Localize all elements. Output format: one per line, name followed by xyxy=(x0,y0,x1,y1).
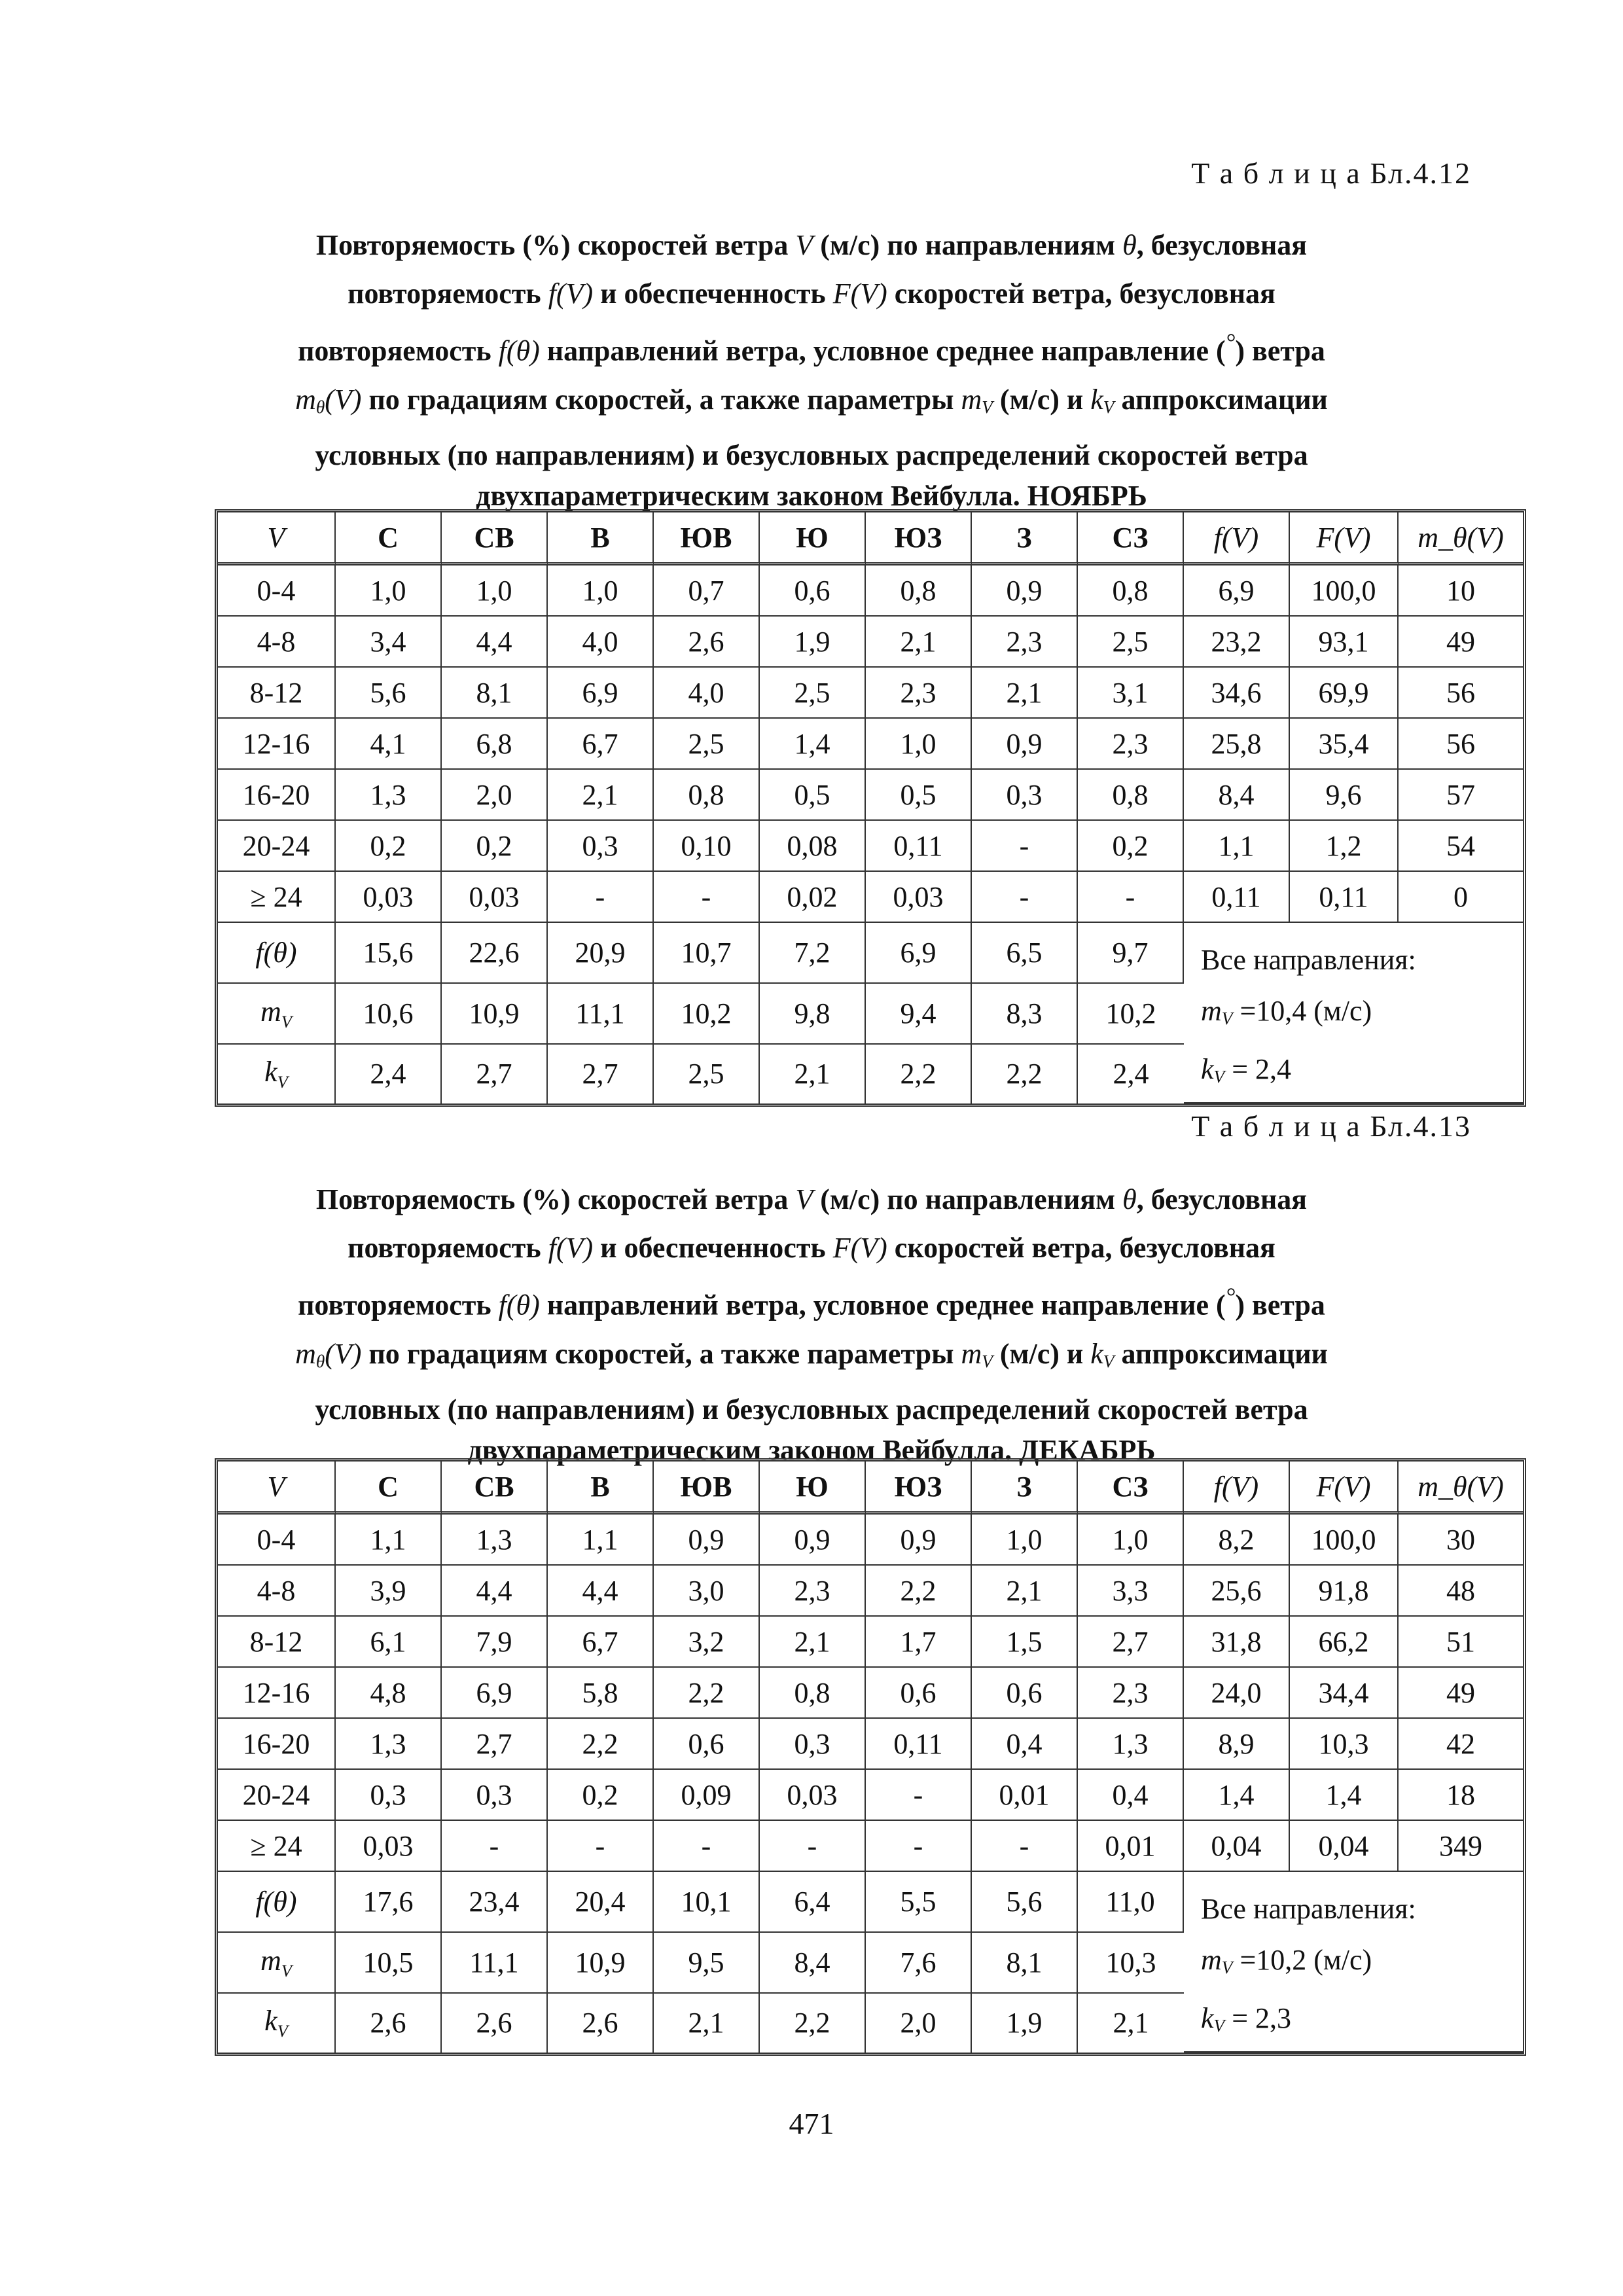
table-cell: 0-4 xyxy=(218,1515,336,1566)
table-cell: 0,2 xyxy=(336,821,442,872)
table-cell: 7,9 xyxy=(442,1617,548,1668)
table-cell: 0,09 xyxy=(654,1770,760,1821)
table-cell: 4-8 xyxy=(218,617,336,668)
table-cell: 0,8 xyxy=(866,565,972,617)
table-cell: 2,7 xyxy=(1078,1617,1184,1668)
table-cell: 2,1 xyxy=(972,1566,1078,1617)
table-cell: 7,6 xyxy=(866,1933,972,1994)
table-cell: - xyxy=(866,1770,972,1821)
row-header-f-theta: f(θ) xyxy=(218,923,336,984)
table-cell: 0,5 xyxy=(866,770,972,821)
table-cell: 4,4 xyxy=(442,617,548,668)
table-cell: 6,9 xyxy=(1184,565,1290,617)
column-header: V xyxy=(218,512,336,565)
table-cell: 1,4 xyxy=(1184,1770,1290,1821)
table-cell: 7,2 xyxy=(760,923,866,984)
table-cell: 6,1 xyxy=(336,1617,442,1668)
page-number: 471 xyxy=(789,2107,834,2140)
table-cell: 56 xyxy=(1399,668,1523,719)
summary-mv-value: 10,4 xyxy=(1256,995,1307,1027)
table-cell: 0,4 xyxy=(972,1719,1078,1770)
table-cell: 1,9 xyxy=(972,1994,1078,2053)
column-header: З xyxy=(972,1462,1078,1515)
table-cell: 8,9 xyxy=(1184,1719,1290,1770)
table-cell: 1,0 xyxy=(866,719,972,770)
summary-title: Все направления: xyxy=(1201,944,1416,976)
column-header: V xyxy=(218,1462,336,1515)
table-cell: 0,03 xyxy=(442,872,548,923)
table-cell: 0,11 xyxy=(866,821,972,872)
table-cell: 10,9 xyxy=(548,1933,654,1994)
table-cell: 23,2 xyxy=(1184,617,1290,668)
table-cell: 2,5 xyxy=(654,1045,760,1103)
table-cell: 48 xyxy=(1399,1566,1523,1617)
table-cell: 5,8 xyxy=(548,1668,654,1719)
table-cell: 8,2 xyxy=(1184,1515,1290,1566)
table-cell: 1,9 xyxy=(760,617,866,668)
table-cell: 0,5 xyxy=(760,770,866,821)
all-directions-summary: Все направления: $m_V =10,2$ (м/с) $k_V = 2,3$ xyxy=(1184,1872,1523,2053)
table-cell: 0,04 xyxy=(1184,1821,1290,1872)
table-cell: 6,9 xyxy=(548,668,654,719)
table-cell: 10,2 xyxy=(1078,984,1184,1045)
table-cell: 2,2 xyxy=(654,1668,760,1719)
table-cell: 1,1 xyxy=(336,1515,442,1566)
column-header: СВ xyxy=(442,512,548,565)
table-cell: 2,1 xyxy=(1113,2007,1149,2039)
table-cell: 0,11 xyxy=(1184,872,1290,923)
table-cell: 0,8 xyxy=(1078,565,1184,617)
table-cell: 2,1 xyxy=(760,1617,866,1668)
table-cell: 1,1 xyxy=(548,1515,654,1566)
table-cell: 4-8 xyxy=(218,1566,336,1617)
table-cell: - xyxy=(760,1821,866,1872)
table-cell: 2,6 xyxy=(442,1994,548,2053)
table-cell: 8,4 xyxy=(1184,770,1290,821)
table-cell: - xyxy=(972,821,1078,872)
table-cell: 34,4 xyxy=(1290,1668,1399,1719)
table-cell: 4,8 xyxy=(336,1668,442,1719)
table-cell: 0,9 xyxy=(654,1515,760,1566)
table-cell: - xyxy=(1078,872,1184,923)
table-cell: - xyxy=(972,872,1078,923)
table-cell: 11,1 xyxy=(442,1933,548,1994)
table-cell: 0,3 xyxy=(442,1770,548,1821)
table-cell: - xyxy=(972,1821,1078,1872)
table-cell: 100,0 xyxy=(1290,1515,1399,1566)
table-row xyxy=(218,617,1523,668)
table-cell: 10,7 xyxy=(654,923,760,984)
table-cell: 0,6 xyxy=(972,1668,1078,1719)
table-cell: - xyxy=(442,1821,548,1872)
table-cell: ≥ 24 xyxy=(218,1821,336,1872)
table-heading: Повторяемость (%) скоростей ветра V (м/с) по направлениям θ, безусловная повторяемость f(V) и обеспеченность F(V) скоростей ветра, безусловная повторяемость f(θ) направлений ветра, условное среднее направление (°) ветра $m_\theta(V)$ по градациям скоростей, а также параметры $m_V$ (м/с) и $k_V$ аппроксимации условных (по направлениям) и безусловных распределений скоростей ветра двухпараметрическим законом Вейбулла. ДЕКАБРЬ xyxy=(295,1183,1328,1466)
table-cell: 1,3 xyxy=(1078,1719,1184,1770)
table-cell: 2,1 xyxy=(654,1994,760,2053)
table-cell: ≥ 24 xyxy=(218,872,336,923)
table-cell: 8,1 xyxy=(972,1933,1078,1994)
table-cell: 0,03 xyxy=(866,872,972,923)
table-cell: 349 xyxy=(1399,1821,1523,1872)
table-heading: Повторяемость (%) скоростей ветра V (м/с) по направлениям θ, безусловная повторяемость f(V) и обеспеченность F(V) скоростей ветра, безусловная повторяемость f(θ) направлений ветра, условное среднее направление (°) ветра $m_\theta(V)$ по градациям скоростей, а также параметры $m_V$ (м/с) и $k_V$ аппроксимации условных (по направлениям) и безусловных распределений скоростей ветра двухпараметрическим законом Вейбулла. НОЯБРЬ xyxy=(295,229,1328,512)
table-cell: 11,0 xyxy=(1078,1872,1184,1933)
table-cell: 12-16 xyxy=(218,1668,336,1719)
table-row xyxy=(218,770,1523,821)
table-cell: - xyxy=(548,872,654,923)
table-cell: 0,3 xyxy=(336,1770,442,1821)
table-cell: 10,5 xyxy=(336,1933,442,1994)
column-header: ЮЗ xyxy=(866,1462,972,1515)
table-cell: 3,4 xyxy=(336,617,442,668)
table-cell: 4,1 xyxy=(336,719,442,770)
table-cell: 0,9 xyxy=(866,1515,972,1566)
table-cell: 9,5 xyxy=(654,1933,760,1994)
table-cell: 0,03 xyxy=(760,1770,866,1821)
row-header-f-theta: f(θ) xyxy=(218,1872,336,1933)
table-cell: 49 xyxy=(1399,617,1523,668)
row-header-k-v: $k_V$ xyxy=(218,1045,336,1103)
table-cell: 0,01 xyxy=(1078,1821,1184,1872)
table-cell: 10,9 xyxy=(442,984,548,1045)
column-header: СЗ xyxy=(1078,1462,1184,1515)
table-cell: 3,9 xyxy=(336,1566,442,1617)
table-cell: 4,0 xyxy=(654,668,760,719)
column-header: Ю xyxy=(760,512,866,565)
table-cell: 11,1 xyxy=(548,984,654,1045)
table-cell: 17,6 xyxy=(336,1872,442,1933)
table-cell: 0,9 xyxy=(972,565,1078,617)
table-cell: 54 xyxy=(1399,821,1523,872)
table-cell: 69,9 xyxy=(1290,668,1399,719)
table-cell: 0,6 xyxy=(760,565,866,617)
table-cell: 9,4 xyxy=(866,984,972,1045)
table-cell: 0,6 xyxy=(866,1668,972,1719)
table-cell: 2,6 xyxy=(654,617,760,668)
table-row xyxy=(218,565,1523,617)
table-cell: 9,6 xyxy=(1290,770,1399,821)
table-cell: 6,7 xyxy=(548,719,654,770)
table-cell: 2,2 xyxy=(866,1566,972,1617)
table-cell: 2,2 xyxy=(972,1045,1078,1103)
table-cell: 4,4 xyxy=(548,1566,654,1617)
table-cell: 30 xyxy=(1399,1515,1523,1566)
table-cell: 2,3 xyxy=(972,617,1078,668)
table-cell: 0,02 xyxy=(760,872,866,923)
table-row xyxy=(218,668,1523,719)
table-row xyxy=(218,1770,1523,1821)
table-cell: 23,4 xyxy=(442,1872,548,1933)
table-cell: 2,0 xyxy=(866,1994,972,2053)
table-cell: 0,8 xyxy=(760,1668,866,1719)
column-header: ЮВ xyxy=(654,512,760,565)
table-cell: - xyxy=(654,1821,760,1872)
column-header: СЗ xyxy=(1078,512,1184,565)
table-cell: 0 xyxy=(1399,872,1523,923)
table-cell: 31,8 xyxy=(1184,1617,1290,1668)
table-cell: 6,9 xyxy=(442,1668,548,1719)
table-cell: 1,3 xyxy=(336,1719,442,1770)
table-cell: 25,8 xyxy=(1184,719,1290,770)
table-cell: 66,2 xyxy=(1290,1617,1399,1668)
table-cell: 8,3 xyxy=(972,984,1078,1045)
table-cell: 2,7 xyxy=(442,1719,548,1770)
table-cell: 5,6 xyxy=(336,668,442,719)
wind-speed-table-december xyxy=(215,1458,1526,2056)
table-row xyxy=(218,1821,1523,1872)
column-header: F(V) xyxy=(1290,512,1399,565)
table-cell: 2,3 xyxy=(866,668,972,719)
table-cell: 4,0 xyxy=(548,617,654,668)
column-header: F(V) xyxy=(1290,1462,1399,1515)
table-cell: 3,3 xyxy=(1078,1566,1184,1617)
table-cell: 0,08 xyxy=(760,821,866,872)
table-cell: 0,3 xyxy=(760,1719,866,1770)
table-cell: 9,7 xyxy=(1078,923,1184,984)
table-row xyxy=(218,1515,1523,1566)
table-cell: 3,0 xyxy=(654,1566,760,1617)
table-cell: 0,11 xyxy=(1290,872,1399,923)
column-header: f(V) xyxy=(1184,1462,1290,1515)
table-cell: 2,7 xyxy=(442,1045,548,1103)
table-cell: 22,6 xyxy=(442,923,548,984)
summary-mv-value: 10,2 xyxy=(1256,1944,1307,1976)
summary-kv-value: 2,4 xyxy=(1255,1053,1292,1085)
table-cell: 0,8 xyxy=(1078,770,1184,821)
table-cell: 34,6 xyxy=(1184,668,1290,719)
table-header-row xyxy=(218,1462,1523,1515)
table-cell: 2,2 xyxy=(760,1994,866,2053)
table-cell: 10,3 xyxy=(1078,1933,1184,1994)
table-cell: 18 xyxy=(1399,1770,1523,1821)
table-cell: 2,3 xyxy=(760,1566,866,1617)
table-cell: 3,1 xyxy=(1078,668,1184,719)
table-cell: - xyxy=(654,872,760,923)
table-cell: 20-24 xyxy=(218,821,336,872)
column-header: Ю xyxy=(760,1462,866,1515)
table-cell: 24,0 xyxy=(1184,1668,1290,1719)
table-cell: 3,2 xyxy=(654,1617,760,1668)
column-header: С xyxy=(336,1462,442,1515)
table-cell: 2,6 xyxy=(336,1994,442,2053)
column-header: f(V) xyxy=(1184,512,1290,565)
table-cell: 2,0 xyxy=(442,770,548,821)
table-cell: 0,03 xyxy=(336,872,442,923)
table-cell: 1,0 xyxy=(1078,1515,1184,1566)
table-row xyxy=(218,821,1523,872)
wind-speed-table-november xyxy=(215,509,1526,1107)
table-cell: 0,9 xyxy=(760,1515,866,1566)
table-cell: 2,2 xyxy=(866,1045,972,1103)
table-cell: 15,6 xyxy=(336,923,442,984)
table-header-row xyxy=(218,512,1523,565)
table-cell: 56 xyxy=(1399,719,1523,770)
table-cell: 1,0 xyxy=(336,565,442,617)
table-cell: 2,1 xyxy=(548,770,654,821)
table-cell: 2,5 xyxy=(654,719,760,770)
column-header: m_θ(V) xyxy=(1399,1462,1523,1515)
table-cell: 1,2 xyxy=(1290,821,1399,872)
table-cell: 6,8 xyxy=(442,719,548,770)
table-cell: - xyxy=(548,1821,654,1872)
table-cell: 0,2 xyxy=(548,1770,654,1821)
table-cell: 0,2 xyxy=(442,821,548,872)
table-cell: 6,4 xyxy=(760,1872,866,1933)
summary-kv-value: 2,3 xyxy=(1255,2002,1292,2034)
table-cell: 91,8 xyxy=(1290,1566,1399,1617)
table-row xyxy=(218,1566,1523,1617)
table-cell: 42 xyxy=(1399,1719,1523,1770)
table-cell: 0,01 xyxy=(972,1770,1078,1821)
table-row xyxy=(218,1617,1523,1668)
table-cell: 5,5 xyxy=(866,1872,972,1933)
column-header: С xyxy=(336,512,442,565)
table-cell: - xyxy=(866,1821,972,1872)
table-label: Т а б л и ц а Бл.4.13 xyxy=(1191,1109,1471,1143)
column-header: m_θ(V) xyxy=(1399,512,1523,565)
table-cell: 2,2 xyxy=(548,1719,654,1770)
table-cell: 10,1 xyxy=(654,1872,760,1933)
table-cell: 8-12 xyxy=(218,668,336,719)
table-cell: 1,4 xyxy=(1290,1770,1399,1821)
table-cell: 2,3 xyxy=(1078,1668,1184,1719)
table-cell: 20,9 xyxy=(548,923,654,984)
table-cell: 1,3 xyxy=(442,1515,548,1566)
column-header: ЮВ xyxy=(654,1462,760,1515)
table-row xyxy=(218,872,1523,923)
table-cell: 2,3 xyxy=(1078,719,1184,770)
table-cell: 6,7 xyxy=(548,1617,654,1668)
table-cell: 2,4 xyxy=(1113,1058,1149,1090)
table-cell: 0,9 xyxy=(972,719,1078,770)
table-cell: 2,1 xyxy=(760,1045,866,1103)
column-header: В xyxy=(548,1462,654,1515)
table-cell: 0,11 xyxy=(866,1719,972,1770)
table-cell: 20-24 xyxy=(218,1770,336,1821)
table-cell: 8-12 xyxy=(218,1617,336,1668)
table-cell: 0,10 xyxy=(654,821,760,872)
table-cell: 1,0 xyxy=(972,1515,1078,1566)
table-cell: 0,3 xyxy=(972,770,1078,821)
table-cell: 1,1 xyxy=(1184,821,1290,872)
table-cell: 0,8 xyxy=(654,770,760,821)
table-cell: 0,3 xyxy=(548,821,654,872)
table-cell: 1,7 xyxy=(866,1617,972,1668)
table-row xyxy=(218,1668,1523,1719)
table-cell: 1,0 xyxy=(548,565,654,617)
table-cell: 0-4 xyxy=(218,565,336,617)
column-header: В xyxy=(548,512,654,565)
table-cell: 2,4 xyxy=(336,1045,442,1103)
column-header: З xyxy=(972,512,1078,565)
table-cell: 49 xyxy=(1399,1668,1523,1719)
table-row xyxy=(218,719,1523,770)
table-row-f-theta xyxy=(218,923,1523,984)
table-cell: 100,0 xyxy=(1290,565,1399,617)
table-cell: 1,4 xyxy=(760,719,866,770)
table-row xyxy=(218,1719,1523,1770)
table-cell: 4,4 xyxy=(442,1566,548,1617)
table-cell: 0,7 xyxy=(654,565,760,617)
row-header-k-v: $k_V$ xyxy=(218,1994,336,2053)
table-cell: 2,1 xyxy=(866,617,972,668)
table-cell: 0,2 xyxy=(1078,821,1184,872)
column-header: СВ xyxy=(442,1462,548,1515)
table-row-f-theta xyxy=(218,1872,1523,1933)
table-cell: 25,6 xyxy=(1184,1566,1290,1617)
summary-title: Все направления: xyxy=(1201,1893,1416,1925)
table-cell: 20,4 xyxy=(548,1872,654,1933)
table-cell: 10,2 xyxy=(654,984,760,1045)
table-cell: 0,6 xyxy=(654,1719,760,1770)
table-cell: 10,3 xyxy=(1290,1719,1399,1770)
table-cell: 2,5 xyxy=(760,668,866,719)
table-cell: 6,5 xyxy=(972,923,1078,984)
table-cell: 2,6 xyxy=(548,1994,654,2053)
column-header: ЮЗ xyxy=(866,512,972,565)
table-cell: 10 xyxy=(1399,565,1523,617)
table-cell: 2,1 xyxy=(972,668,1078,719)
table-cell: 0,03 xyxy=(336,1821,442,1872)
table-cell: 1,0 xyxy=(442,565,548,617)
table-cell: 6,9 xyxy=(866,923,972,984)
table-cell: 0,4 xyxy=(1078,1770,1184,1821)
table-cell: 0,04 xyxy=(1290,1821,1399,1872)
table-cell: 2,7 xyxy=(548,1045,654,1103)
table-cell: 35,4 xyxy=(1290,719,1399,770)
row-header-m-v: $m_V$ xyxy=(218,984,336,1045)
table-cell: 57 xyxy=(1399,770,1523,821)
table-cell: 9,8 xyxy=(760,984,866,1045)
table-cell: 51 xyxy=(1399,1617,1523,1668)
table-cell: 12-16 xyxy=(218,719,336,770)
table-cell: 16-20 xyxy=(218,770,336,821)
row-header-m-v: $m_V$ xyxy=(218,1933,336,1994)
table-cell: 2,5 xyxy=(1078,617,1184,668)
table-cell: 93,1 xyxy=(1290,617,1399,668)
table-cell: 8,4 xyxy=(760,1933,866,1994)
table-cell: 1,3 xyxy=(336,770,442,821)
all-directions-summary: Все направления: $m_V =10,4$ (м/с) $k_V = 2,4$ xyxy=(1184,923,1523,1103)
table-cell: 16-20 xyxy=(218,1719,336,1770)
table-cell: 5,6 xyxy=(972,1872,1078,1933)
table-cell: 10,6 xyxy=(336,984,442,1045)
table-cell: 1,5 xyxy=(972,1617,1078,1668)
table-cell: 8,1 xyxy=(442,668,548,719)
table-label: Т а б л и ц а Бл.4.12 xyxy=(1191,156,1471,190)
